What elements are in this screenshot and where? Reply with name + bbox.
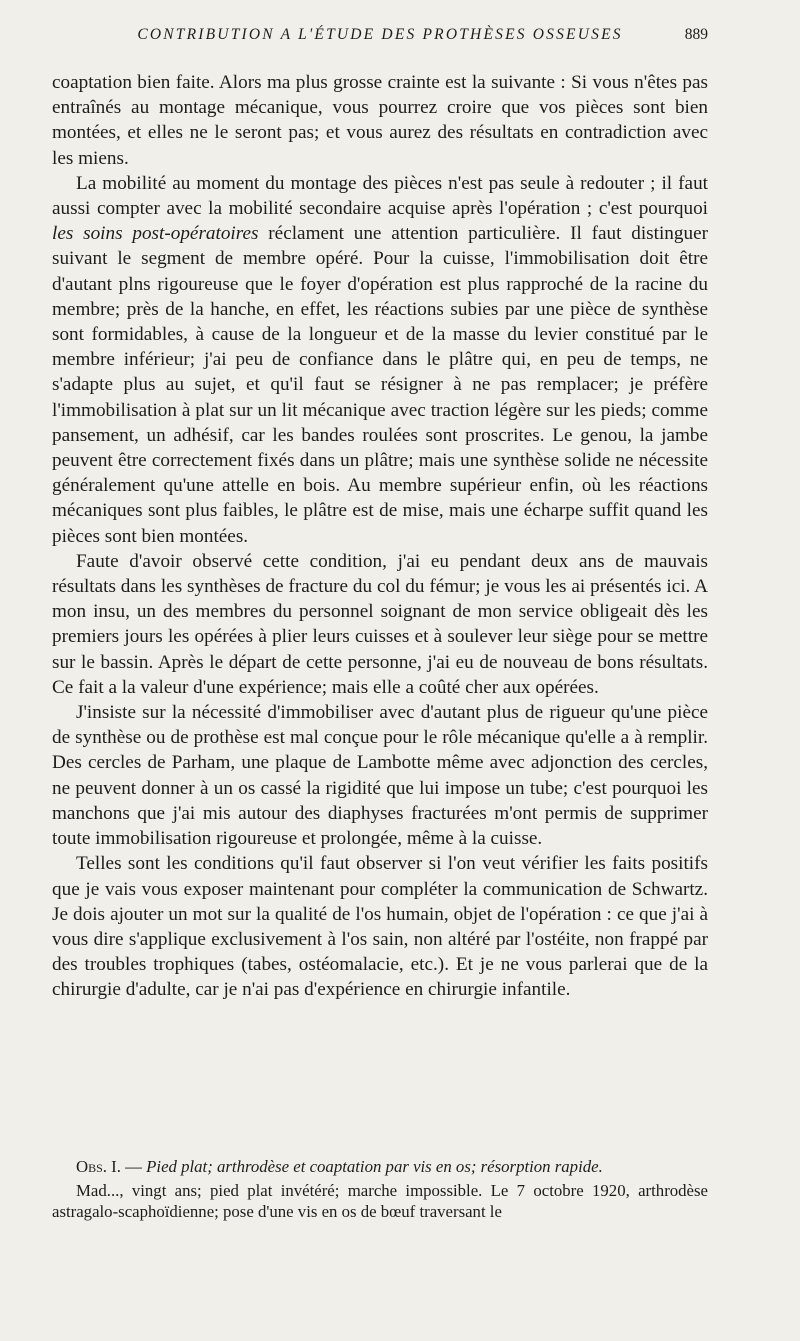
- observation-label: Obs. I. —: [76, 1157, 147, 1176]
- observation-title: Pied plat; arthrodèse et coaptation par vis en os; résorption rapide.: [146, 1157, 603, 1176]
- page-number: 889: [684, 26, 708, 43]
- paragraph-3: Faute d'avoir observé cette condition, j'ai eu pendant deux ans de mauvais résultats dans les synthèses de fracture du col du fémur; je vous les ai présentés ici. A mon insu, un des membres du personnel soignant de mon service obligeait dès les premiers jours les opérées à plier leurs cuisses et à soulever leur siège pour se mettre sur le bassin. Après le départ de cette personne, j'ai eu de nouveau de bons résultats. Ce fait a la valeur d'une expérience; mais elle a coûté cher aux opérées.: [52, 550, 708, 698]
- paragraph-2-emphasis: les soins post-opératoires: [52, 223, 259, 245]
- paragraph-2: [52, 171, 708, 549]
- observation-text: Mad..., vingt ans; pied plat invétéré; marche impossible. Le 7 octobre 1920, arthrodèse astragalo-scaphoïdienne; pose d'une vis en os de bœuf traversant le: [52, 1180, 708, 1221]
- paragraph-4: J'insiste sur la nécessité d'immobiliser avec d'autant plus de rigueur qu'une pièce de synthèse ou de prothèse est mal conçue pour le rôle mécanique qu'elle a à remplir. Des cercles de Parham, une plaque de Lambotte même avec adjonction des cercles, ne peuvent donner à un os cassé la rigidité que lui impose un tube; c'est pourquoi les manchons que j'ai mis autour des diaphyses fracturées m'ont permis de supprimer toute immobilisation rigoureuse et prolongée, même à la cuisse.: [52, 702, 708, 850]
- observation-block: [52, 1156, 708, 1223]
- paragraph-5: Telles sont les conditions qu'il faut observer si l'on veut vérifier les faits positifs que je vais vous exposer maintenant pour compléter la communication de Schwartz. Je dois ajouter un mot sur la qualité de l'os humain, objet de l'opération : ce que j'ai à vous dire s'applique exclusivement à l'os sain, non altéré par l'ostéite, non frappé par des troubles trophiques (tabes, ostéomalacie, etc.). Et je ne vous parlerai que de la chirurgie d'adulte, car je n'ai pas d'expérience en chirurgie infantile.: [52, 853, 708, 1001]
- body-text: [52, 70, 708, 1003]
- observation-heading: [52, 1156, 708, 1178]
- paragraph-2-part-b: réclament une attention particulière. Il faut distinguer suivant le segment de membre opéré. Pour la cuisse, l'immobilisation doit être d'autant plns rigoureuse que le foyer d'opération est plus rapproché de la racine du membre; près de la hanche, en effet, les réactions subies par une pièce de synthèse sont formidables, à cause de la longueur et de la masse du levier constitué par le membre inférieur; j'ai peu de confiance dans le plâtre qui, en peu de temps, ne s'adapte plus au sujet, et qu'il faut se résigner à ne pas remplacer; je préfère l'immobilisation à plat sur un lit mécanique avec traction légère sur les pieds; comme pansement, un adhésif, car les bandes roulées sont proscrites. Le genou, la jambe peuvent être correctement fixés dans un plâtre; mais une synthèse solide ne nécessite généralement qu'une attelle en bois. Au membre supérieur enfin, où les réactions mécaniques sont plus faibles, le plâtre est de mise, mais une écharpe suffit quand les pièces sont bien montées.: [52, 223, 708, 547]
- paragraph-1: coaptation bien faite. Alors ma plus grosse crainte est la suivante : Si vous n'êtes pas entraînés au montage mécanique, vous pourrez croire que vos pièces sont bien montées, et elles ne le seront pas; et vous aurez des résultats en contradiction avec les miens.: [52, 72, 708, 169]
- running-head: CONTRIBUTION A L'ÉTUDE DES PROTHÈSES OSSEUSES: [137, 26, 623, 43]
- paragraph-2-part-a: La mobilité au moment du montage des pièces n'est pas seule à redouter ; il faut aussi compter avec la mobilité secondaire acquise après l'opération ; c'est pourquoi: [52, 172, 708, 220]
